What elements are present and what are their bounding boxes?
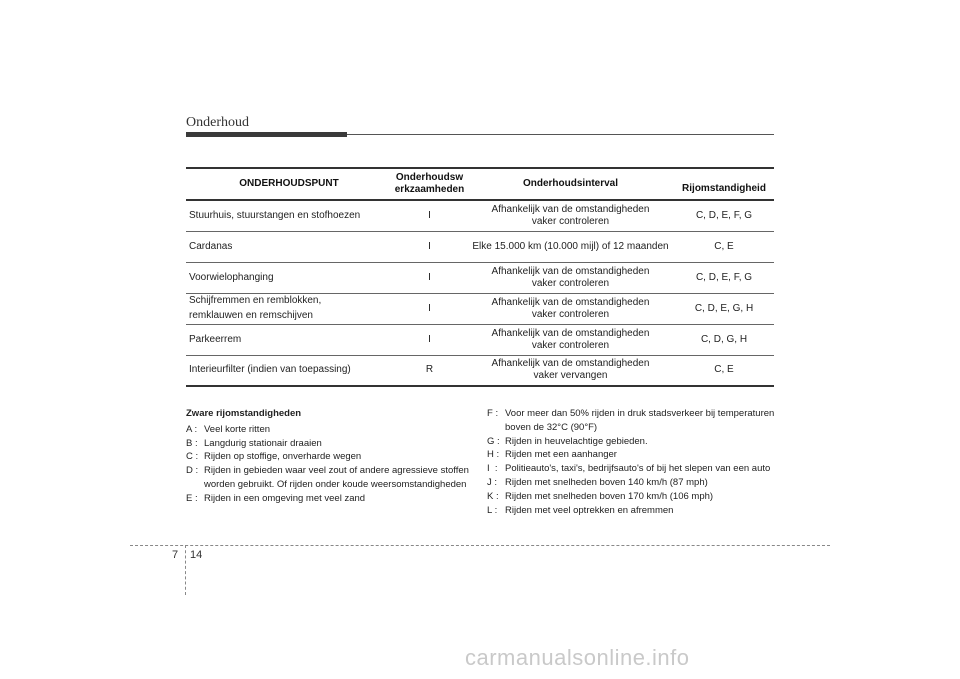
note-key: G : (487, 435, 500, 447)
row-work: I (392, 200, 467, 231)
page-number: 14 (190, 549, 203, 561)
note-key: B : (186, 437, 198, 449)
notes-right-column (487, 407, 777, 517)
row-interval-line2: vaker controleren (531, 277, 610, 289)
table-header-row (186, 168, 774, 200)
row-interval-line2: vaker controleren (531, 215, 610, 227)
note-item (487, 504, 777, 518)
row-work: R (392, 355, 467, 386)
note-text: Rijden met snelheden boven 140 km/h (87 mph) (505, 476, 708, 488)
note-item (186, 450, 476, 464)
row-interval (467, 200, 674, 231)
note-key: L : (487, 504, 498, 516)
note-text: Voor meer dan 50% rijden in druk stadsverkeer bij temperaturen boven de 32°C (90°F) (505, 408, 775, 433)
note-text: Rijden in een omgeving met veel zand (204, 492, 366, 504)
row-interval-line1: Afhankelijk van de omstandigheden (491, 203, 650, 215)
row-conditions: C, E (674, 231, 774, 262)
row-interval (467, 293, 674, 324)
row-item-line1: Voorwielophanging (189, 271, 274, 283)
header-bar (186, 132, 347, 137)
row-item (186, 293, 392, 324)
header-work-line1: Onderhoudsw (395, 172, 464, 183)
row-interval-line1: Afhankelijk van de omstandigheden (491, 358, 650, 370)
row-work: I (392, 262, 467, 293)
note-item (186, 423, 476, 437)
table-row (186, 293, 774, 324)
note-text: Rijden met een aanhanger (505, 449, 617, 461)
header-rule (347, 134, 774, 135)
row-item-line1: Cardanas (189, 240, 233, 252)
row-item-line2: remklauwen en remschijven (189, 310, 313, 321)
row-conditions: C, D, E, F, G (674, 262, 774, 293)
table-row (186, 355, 774, 386)
row-item-line1: Parkeerrem (189, 333, 242, 345)
row-interval-line1: Afhankelijk van de omstandigheden (491, 327, 650, 339)
note-item (487, 448, 777, 462)
note-key: C : (186, 451, 199, 463)
note-text: Rijden met snelheden boven 170 km/h (106 mph) (505, 490, 714, 502)
note-key: K : (487, 490, 499, 502)
note-item (487, 435, 777, 449)
row-interval (467, 262, 674, 293)
row-conditions: C, E (674, 355, 774, 386)
note-text: Rijden met veel optrekken en afremmen (505, 504, 674, 516)
note-item (487, 476, 777, 490)
row-item (186, 355, 392, 386)
table-row (186, 262, 774, 293)
table-row (186, 324, 774, 355)
chapter-number: 7 (172, 549, 179, 561)
note-item (487, 462, 777, 476)
maintenance-table (186, 167, 774, 387)
row-interval (467, 324, 674, 355)
row-work: I (392, 231, 467, 262)
row-conditions: C, D, E, F, G (674, 200, 774, 231)
note-key: J : (487, 476, 498, 488)
row-item-line1: Schijfremmen en remblokken, (189, 295, 322, 306)
note-item (487, 407, 777, 435)
note-item (186, 437, 476, 451)
row-work: I (392, 324, 467, 355)
notes-heading: Zware rijomstandigheden (186, 408, 302, 419)
watermark: carmanualsonline.info (465, 645, 690, 670)
note-text: Rijden op stoffige, onverharde wegen (204, 451, 362, 463)
note-key: D : (186, 465, 199, 477)
row-item (186, 231, 392, 262)
header-work (392, 168, 467, 200)
section-title: Onderhoud (186, 115, 249, 130)
note-key: H : (487, 449, 500, 461)
row-item-line1: Stuurhuis, stuurstangen en stofhoezen (189, 209, 361, 221)
table-row (186, 231, 774, 262)
note-key: I : (487, 463, 498, 475)
note-key: F : (487, 408, 499, 419)
notes-left-column (186, 407, 476, 506)
table-row (186, 200, 774, 231)
note-item (186, 492, 476, 506)
header-item: ONDERHOUDSPUNT (186, 168, 392, 200)
row-interval-line2: vaker vervangen (533, 370, 608, 382)
row-interval-line1: Elke 15.000 km (10.000 mijl) of 12 maanden (472, 240, 669, 252)
row-conditions: C, D, E, G, H (674, 293, 774, 324)
note-text: Rijden in heuvelachtige gebieden. (505, 435, 648, 447)
header-work-line2: erkzaamheden (394, 184, 465, 195)
header-interval: Onderhoudsinterval (467, 168, 674, 200)
row-item (186, 200, 392, 231)
note-text: Veel korte ritten (204, 423, 271, 435)
row-work: I (392, 293, 467, 324)
note-text: Langdurig stationair draaien (204, 437, 322, 449)
row-interval-line1: Afhankelijk van de omstandigheden (491, 265, 650, 277)
note-key: E : (186, 492, 198, 504)
row-interval (467, 231, 674, 262)
row-interval-line2: vaker controleren (531, 308, 610, 320)
footer-vertical-divider (185, 545, 186, 595)
footer-divider (130, 545, 830, 546)
row-interval (467, 355, 674, 386)
note-item (186, 464, 476, 492)
note-key: A : (186, 423, 198, 435)
row-item (186, 262, 392, 293)
note-text: Politieauto's, taxi's, bedrijfsauto's of bij het slepen van een auto (505, 463, 771, 475)
note-item (487, 490, 777, 504)
row-item (186, 324, 392, 355)
row-item-line1: Interieurfilter (indien van toepassing) (189, 364, 351, 376)
row-conditions: C, D, G, H (674, 324, 774, 355)
row-interval-line1: Afhankelijk van de omstandigheden (491, 296, 650, 308)
note-text: Rijden in gebieden waar veel zout of andere agressieve stoffen worden gebruikt. Of rijden onder koude weersomstandigheden (204, 465, 469, 490)
header-conditions: Rijomstandigheid (674, 168, 774, 200)
row-interval-line2: vaker controleren (531, 339, 610, 351)
